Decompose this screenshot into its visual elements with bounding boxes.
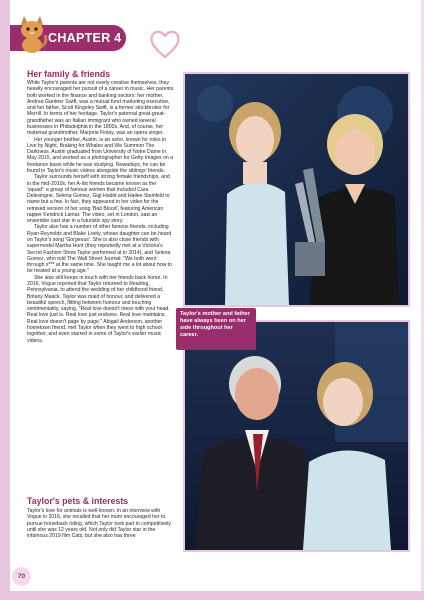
photo-taylor-with-father (183, 320, 410, 552)
pets-paragraph-1: Taylor's love for animals is well-known. In an interview with Vogue in 2016, she recalled that her mum encouraged her to pursue horseback riding, which Taylor took part in competitively until she was 12 years old. Not only did Taylor star in the infamous 2019 film Cats, but she also has three (27, 508, 171, 540)
photo-caption: Taylor's mother and father have always been on her side throughout her career. (176, 308, 256, 350)
pets-body-text (27, 508, 174, 539)
family-paragraph-4: Taylor also has a number of other famous friends, including Ryan Reynolds and Blake Lively, whose daughter can be heard on Taylor's song 'Gorgeous'. She is also close friends with supermodel Martha Hunt (they reportedly met at a Victoria's Secret Fashion Show Taylor performed at in 2014), and Selena Gomez, who told The Wall Street Journal: "We both went through s*** at the same time. She taught me a lot about how to be treated at a young age." (27, 224, 173, 275)
family-paragraph-3: Taylor surrounds herself with strong female friendships, and in the mid-2010s, her A-list friends became known as the 'squad': a group of famous women that included Cara Delevingne, Selena Gomez, Gigi Hadid and Hailee Steinfeld to name but a few. In fact, they appeared in her video for the remixed version of her song 'Bad Blood', featuring American rapper Kendrick Lamar. The video, set in London, saw an ensemble cast star in a futuristic spy story. (27, 174, 170, 225)
family-paragraph-2: Her younger brother, Austin, is an actor, known for roles in Live by Night, Braking for Whales and We Summon The Darkness. Austin graduated from University of Notre Dame in May 2015, and worked as a photographer for Getty Images on a freelance basis while he was studying. Nowadays, he can be found in Taylor's music videos alongside the siblings' friends. (27, 136, 174, 174)
family-body-text (27, 80, 174, 344)
page-edge-left (0, 0, 10, 600)
page-edge-bottom (0, 591, 424, 600)
family-paragraph-5: She also still keeps in touch with her friends back home. In 2016, Vogue reported that Taylor returned to Reading, Pennsylvania, to attend the wedding of her childhood friend, Britany Maack. Taylor was maid of honour, and delivered a beautiful speech, flitting between humour and touching sentimentality, saying, "Real love doesn't mess with your head. Real love just is. Real love just endures. Real love maintains. Real love doesn't page by page." Abigail Anderson, another hometown friend, met Taylor when they went to high school together, and even starred in some of Taylor's earlier music videos. (27, 274, 170, 344)
family-paragraph-1: While Taylor's parents are not overly creative themselves, they heavily encouraged her pursuit of a career in music. Her parents both worked in the finance and banking sectors: her mother, Andrea Gardner Swift, was a mutual fund marketing executive, and her father, Scott Kingsley Swift, is a former stockbroker for Merrill. In terms of her heritage, Taylor's paternal great-great-grandfather was an Italian immigrant who owned several businesses in Philadelphia in the 1800s. And, of course, her maternal grandmother, Marjorie Finlay, was an opera singer. (27, 80, 174, 137)
heart-outline-icon (148, 28, 182, 60)
cat-mascot-icon (15, 15, 49, 53)
photo-taylor-with-mother (183, 72, 410, 307)
section-heading-pets: Taylor's pets & interests (27, 496, 129, 506)
page-number: 70 (12, 567, 31, 586)
section-heading-family: Her family & friends (27, 69, 111, 79)
chapter-label: CHAPTER 4 (48, 31, 122, 45)
